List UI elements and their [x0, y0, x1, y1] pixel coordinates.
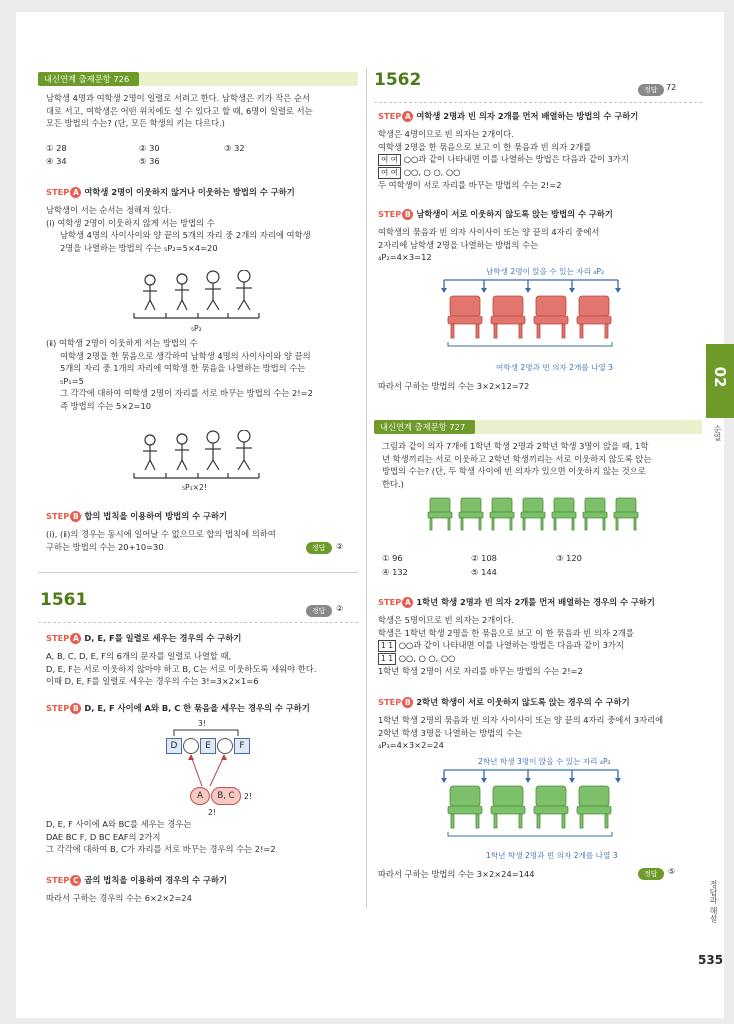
diagram-bottom-label: 2! [208, 808, 216, 817]
fig2-label: ₅P₁×2! [182, 483, 207, 492]
box-e: E [200, 738, 216, 754]
chairs-1562-bottom-label: 여학생 2명과 빈 의자 2개를 나열 3 [496, 363, 614, 372]
fig1-label: ₅P₂ [191, 324, 202, 333]
step-a-726: STEP A 여학생 2명이 이웃하지 않거나 이웃하는 방법의 수 구하기 [46, 187, 295, 197]
step-b-1562: STEP B 남학생이 서로 이웃하지 않도록 앉는 방법의 수 구하기 [378, 209, 613, 219]
answer-726: ② [336, 542, 344, 551]
def-bracket [166, 727, 246, 737]
choice-727-4: ④ 132 [382, 567, 408, 577]
column-divider [366, 68, 367, 908]
choice-3: ③ 32 [224, 143, 245, 153]
section-title: 정답과 해설 [709, 880, 718, 923]
chapter-title: 순열 [713, 425, 722, 441]
def-arrows [176, 752, 256, 792]
seven-green-chairs [426, 496, 646, 536]
step-b-727-text: 1학년 학생 2명의 묶음과 빈 의자 사이사이 또는 양 끝의 4자리 중에서 3자리에 2학년 학생 3명을 나열하는 방법의 수는 ₄P₃=4×3×2=24 [378, 715, 664, 750]
step-b-726: STEP B 합의 법칙을 이용하여 방법의 수 구하기 [46, 511, 228, 521]
left-section-divider [38, 572, 358, 573]
problem-1561-number: 1561 [40, 590, 88, 610]
page [16, 12, 724, 1018]
chapter-tab: 02 [706, 344, 734, 418]
chairs-727-bottom-label: 1학년 학생 2명과 빈 의자 2개를 나열 3 [486, 851, 618, 860]
problem-727-text: 그림과 같이 의자 7개에 1학년 학생 2명과 2학년 학생 3명이 앉을 때, 1학 년 학생끼리는 서로 이웃하고 2학년 학생끼리는 서로 이웃하지 않도록 앉는 방법의 수는? (단, 두 학생 사이에 빈 의자가 있으면 이웃하지 않는 것으로 한다.) [382, 441, 652, 489]
diagram-right-label: 2! [244, 792, 252, 801]
problem-1562-number: 1562 [374, 70, 422, 90]
choice-727-5: ⑤ 144 [471, 567, 497, 577]
step-b-1561-text: D, E, F 사이에 A와 BC를 세우는 경우는 DAE BC F, D BC EAF의 2가지 그 각각에 대하여 B, C가 자리를 서로 바꾸는 경우의 수는 2!=2 [46, 819, 276, 854]
answer-badge-726: 정답 [306, 542, 332, 554]
green-chairs-figure [436, 768, 626, 848]
step-b-726-text: (ⅰ), (ⅱ)의 경우는 동시에 일어날 수 없으므로 합의 법칙에 의하여 구하는 방법의 수는 20+10=30 [46, 529, 276, 552]
problem-726-text: 남학생 4명과 여학생 2명이 일렬로 서려고 한다. 남학생은 키가 작은 순서 대로 서고, 여학생은 어떤 위치에도 설 수 있다고 할 때, 6명이 일렬로 서는 모든 방법의 수는? (단, 모든 학생의 키는 다르다.) [46, 93, 313, 128]
step-b-727: STEP B 2학년 학생이 서로 이웃하지 않도록 앉는 경우의 수 구하기 [378, 697, 630, 707]
result-727: 따라서 구하는 방법의 수는 3×2×24=144 [378, 869, 535, 879]
box-d: D [166, 738, 182, 754]
step-a-726-text: 남학생이 서는 순서는 정해져 있다. (ⅰ) 여학생 2명이 이웃하지 않게 서는 방법의 수 남학생 4명의 사이사이와 양 끝의 5개의 자리 중 2개의 자리에 여학생 2명을 나열하는 방법의 수는 ₅P₂=5×4=20 [46, 205, 311, 253]
result-1562: 따라서 구하는 방법의 수는 3×2×12=72 [378, 381, 530, 391]
step-c-1561-text: 따라서 구하는 경우의 수는 6×2×2=24 [46, 893, 192, 903]
step-a-1561: STEP A D, E, F를 일렬로 세우는 경우의 수 구하기 [46, 633, 242, 643]
group-a: A [190, 787, 210, 805]
box-f: F [234, 738, 250, 754]
step-b-1561: STEP B D, E, F 사이에 A와 B, C 한 묶음을 세우는 경우의 수 구하기 [46, 703, 310, 713]
choice-727-1: ① 96 [382, 553, 403, 563]
choice-727-2: ② 108 [471, 553, 497, 563]
answer-727: ⑤ [668, 867, 676, 876]
red-chairs-figure [436, 278, 626, 358]
step-a-1562-text: 학생은 4명이므로 빈 의자는 2개이다. 여학생 2명을 한 묶음으로 보고 이 한 묶음과 빈 의자 2개를 여 여 ○○과 같이 나타내면 이를 나열하는 방법은 다음과 같이 3가지 여 여 ○○, ○ ○, ○○ 두 여학생이 서로 자리를 바꾸는 방법의 수는 2!=2 [378, 129, 629, 190]
diagram-top-label: 3! [198, 719, 206, 728]
answer-badge-1561: 정답 [306, 605, 332, 617]
step-a-727: STEP A 1학년 학생 2명과 빈 의자 2개를 먼저 배열하는 경우의 수 구하기 [378, 597, 655, 607]
answer-badge-1562: 정답 [638, 84, 664, 96]
step-b-1562-text: 여학생의 묶음과 빈 의자 사이사이 또는 양 끝의 4자리 중에서 2자리에 남학생 2명을 나열하는 방법의 수는 ₄P₂=4×3=12 [378, 227, 600, 262]
chairs-1562-top-label: 남학생 2명이 앉을 수 있는 자리 ₄P₂ [486, 267, 605, 276]
answer-badge-727: 정답 [638, 868, 664, 880]
page-number: 535 [698, 953, 724, 967]
step-a-726-text-2: (ⅱ) 여학생 2명이 이웃하게 서는 방법의 수 여학생 2명을 한 묶음으로 생각하여 남학생 4명의 사이사이와 양 끝의 5개의 자리 중 1개의 자리에 여학생 한 묶음을 나열하는 방법의 수는 ₅P₁=5 그 각각에 대하여 여학생 2명이 자리를 서로 바꾸는 방법의 수는 2!=2 즉 방법의 수는 5×2=10 [46, 338, 313, 411]
group-bc: B, C [211, 787, 241, 805]
answer-1561: ② [336, 604, 344, 613]
chairs-727-top-label: 2학년 학생 3명이 앉을 수 있는 자리 ₄P₃ [478, 757, 611, 766]
step-a-1562: STEP A 여학생 2명과 빈 의자 2개를 먼저 배열하는 방법의 수 구하기 [378, 111, 639, 121]
problem-1561-rule [38, 622, 358, 623]
step-a-1561-text: A, B, C, D, E, F의 6개의 문자를 일렬로 나열할 때, D, E, F는 서로 이웃하지 않아야 하고 B, C는 서로 이웃하도록 세워야 한다. 이때 D, E, F를 일렬로 세우는 경우의 수는 3!=3×2×1=6 [46, 651, 317, 686]
step-a-727-text: 학생은 5명이므로 빈 의자는 2개이다. 학생은 1학년 학생 2명을 한 묶음으로 보고 이 한 묶음과 빈 의자 2개를 1 1 ○○과 같이 나타내면 이를 나열하는 방법은 다음과 같이 3가지 1 1 ○○, ○ ○, ○○ 1학년 학생 2명이 서로 자리를 바꾸는 방법의 수는 2!=2 [378, 615, 634, 676]
problem-726-label: 내신연계 출제문항 726 [38, 72, 139, 86]
answer-1562: 72 [666, 83, 677, 92]
choice-1: ① 28 [46, 143, 67, 153]
choice-4: ④ 34 [46, 156, 67, 166]
choice-5: ⑤ 36 [139, 156, 160, 166]
problem-1562-rule [374, 102, 702, 103]
problem-727-label: 내신연계 출제문항 727 [374, 420, 475, 434]
choice-727-3: ③ 120 [556, 553, 582, 563]
choice-2: ② 30 [139, 143, 160, 153]
step-c-1561: STEP C 곱의 법칙을 이용하여 경우의 수 구하기 [46, 875, 228, 885]
